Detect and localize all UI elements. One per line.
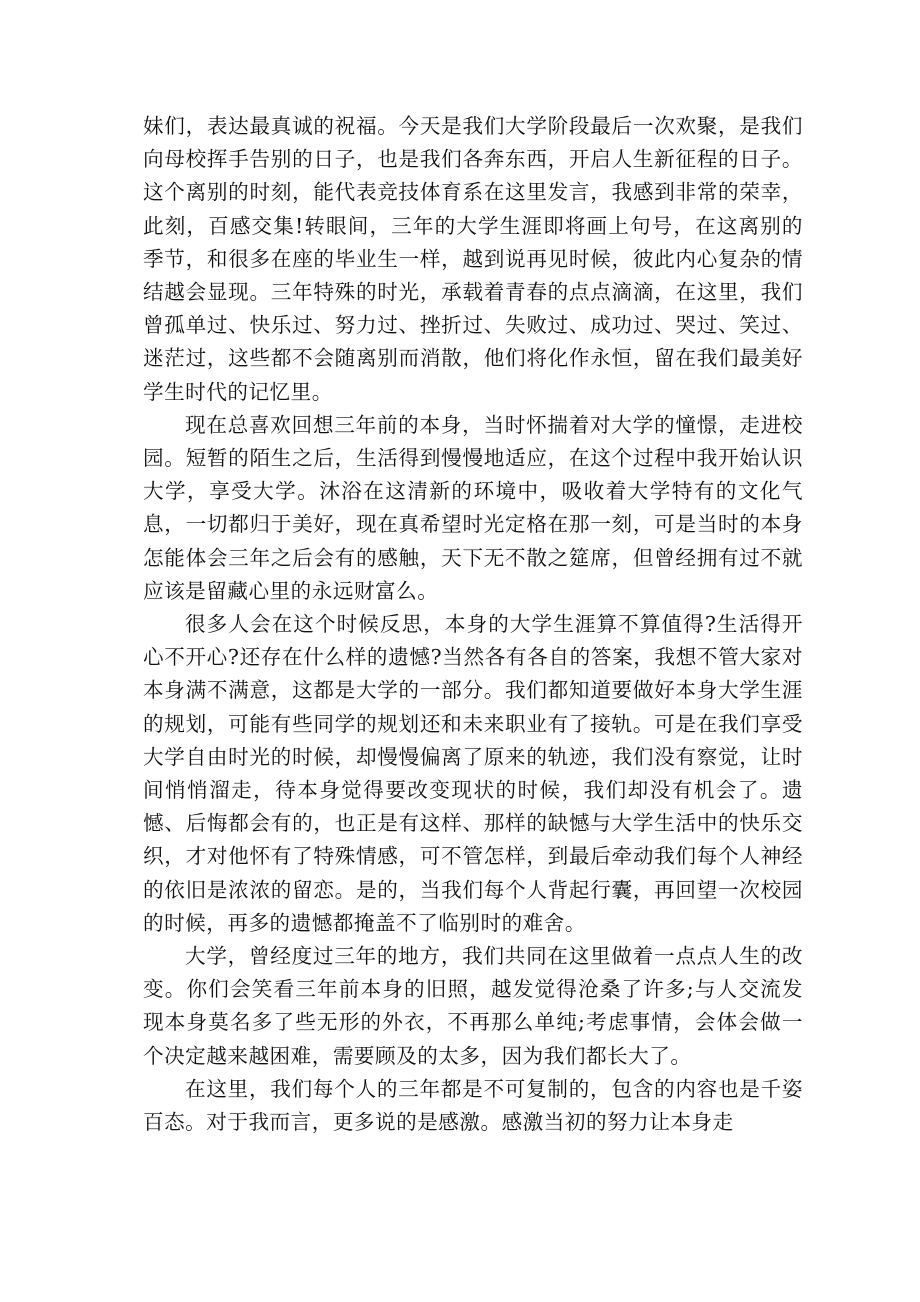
document-page — [143, 110, 803, 1139]
paragraph-4: 大学，曾经度过三年的地方，我们共同在这里做着一点点人生的改变。你们会笑看三年前本身的旧照，越发觉得沧桑了许多;与人交流发现本身莫名多了些无形的外衣，不再那么单纯;考虑事情，会体会做一个决定越来越困难，需要顾及的太多，因为我们都长大了。 — [143, 944, 803, 1068]
paragraph-1: 妹们，表达最真诚的祝福。今天是我们大学阶段最后一次欢聚，是我们向母校挥手告别的日子，也是我们各奔东西，开启人生新征程的日子。这个离别的时刻，能代表竞技体育系在这里发言，我感到非常的荣幸，此刻，百感交集!转眼间，三年的大学生涯即将画上句号，在这离别的季节，和很多在座的毕业生一样，越到说再见时候，彼此内心复杂的情结越会显现。三年特殊的时光，承载着青春的点点滴滴，在这里，我们曾孤单过、快乐过、努力过、挫折过、失败过、成功过、哭过、笑过、迷茫过，这些都不会随离别而消散，他们将化作永恒，留在我们最美好学生时代的记忆里。 — [143, 114, 803, 404]
paragraph-2: 现在总喜欢回想三年前的本身，当时怀揣着对大学的憧憬，走进校园。短暂的陌生之后，生活得到慢慢地适应，在这个过程中我开始认识大学，享受大学。沐浴在这清新的环境中，吸收着大学特有的文化气息，一切都归于美好，现在真希望时光定格在那一刻，可是当时的本身怎能体会三年之后会有的感触，天下无不散之筵席，但曾经拥有过不就应该是留藏心里的永远财富么。 — [143, 412, 803, 603]
paragraph-3: 很多人会在这个时候反思，本身的大学生涯算不算值得?生活得开心不开心?还存在什么样的遗憾?当然各有各自的答案，我想不管大家对本身满不满意，这都是大学的一部分。我们都知道要做好本身大学生涯的规划，可能有些同学的规划还和未来职业有了接轨。可是在我们享受大学自由时光的时候，却慢慢偏离了原来的轨迹，我们没有察觉，让时间悄悄溜走，待本身觉得要改变现状的时候，我们却没有机会了。遗憾、后悔都会有的，也正是有这样、那样的缺憾与大学生活中的快乐交织，才对他怀有了特殊情感，可不管怎样，到最后牵动我们每个人神经的依旧是浓浓的留恋。是的，当我们每个人背起行囊，再回望一次校园的时候，再多的遗憾都掩盖不了临别时的难舍。 — [143, 612, 803, 935]
paragraph-5: 在这里，我们每个人的三年都是不可复制的，包含的内容也是千姿百态。对于我而言，更多说的是感激。感激当初的努力让本身走 — [143, 1076, 803, 1135]
